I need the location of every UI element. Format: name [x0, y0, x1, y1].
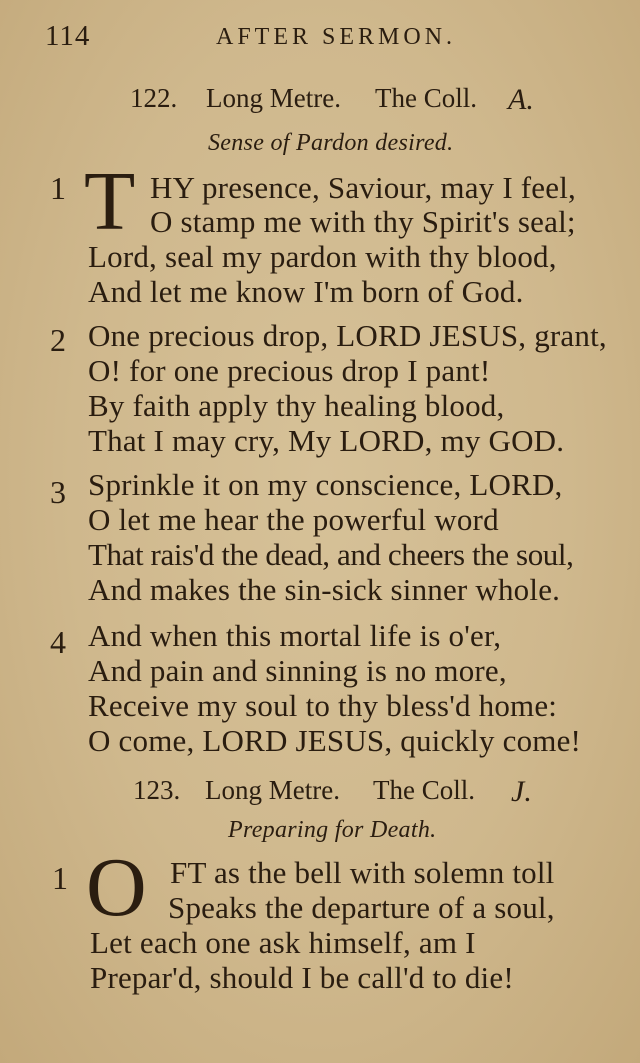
verse-line: And makes the sin-sick sinner whole. [88, 572, 561, 607]
verse-line: O! for one precious drop I pant! [88, 353, 491, 388]
verse-line: One precious drop, LORD JESUS, grant, [88, 318, 607, 353]
hymn-metre: Long Metre. [206, 83, 341, 113]
verse-line: That I may cry, My LORD, my GOD. [88, 423, 565, 458]
hymn-subtitle: Sense of Pardon desired. [208, 130, 454, 156]
verse-line: Let each one ask himself, am I [90, 925, 476, 960]
hymn-subtitle: Preparing for Death. [228, 817, 437, 843]
hymn-metre: Long Metre. [205, 775, 340, 805]
verse-line: O let me hear the powerful word [88, 502, 499, 537]
running-head-title: AFTER SERMON. [216, 24, 457, 50]
hymn-attribution: J. [511, 775, 532, 808]
verse-number: 4 [50, 624, 66, 660]
verse-line: Speaks the departure of a soul, [168, 890, 555, 925]
verse-line: HY presence, Saviour, may I feel, [150, 170, 576, 205]
hymn-tune: The Coll. [373, 775, 475, 805]
drop-cap: O [86, 841, 147, 934]
hymn-tune: The Coll. [375, 83, 477, 113]
hymn-header [130, 83, 550, 119]
verse-line: Sprinkle it on my conscience, LORD, [88, 467, 563, 502]
hymn-header [133, 775, 553, 811]
verse-number: 3 [50, 474, 66, 510]
hymn-attribution: A. [508, 83, 534, 116]
verse-line: And when this mortal life is o'er, [88, 618, 502, 653]
hymn-number: 123. [133, 775, 181, 805]
drop-cap: T [84, 155, 136, 248]
verse-number: 1 [52, 860, 68, 896]
verse-line: That rais'd the dead, and cheers the soul, [88, 537, 574, 572]
running-head [0, 20, 640, 60]
hymn-number: 122. [130, 83, 178, 113]
verse-line: And let me know I'm born of God. [88, 274, 524, 309]
verse-number: 1 [50, 170, 66, 206]
verse-line: And pain and sinning is no more, [88, 653, 507, 688]
verse-line: FT as the bell with solemn toll [170, 855, 555, 890]
page-number: 114 [45, 20, 91, 52]
verse-line: Receive my soul to thy bless'd home: [88, 688, 558, 723]
verse-line: By faith apply thy healing blood, [88, 388, 505, 423]
verse-line: O come, LORD JESUS, quickly come! [88, 723, 582, 758]
verse-line: Prepar'd, should I be call'd to die! [90, 960, 514, 995]
verse-line: Lord, seal my pardon with thy blood, [88, 239, 557, 274]
verse-number: 2 [50, 322, 66, 358]
verse-line: O stamp me with thy Spirit's seal; [150, 204, 576, 239]
